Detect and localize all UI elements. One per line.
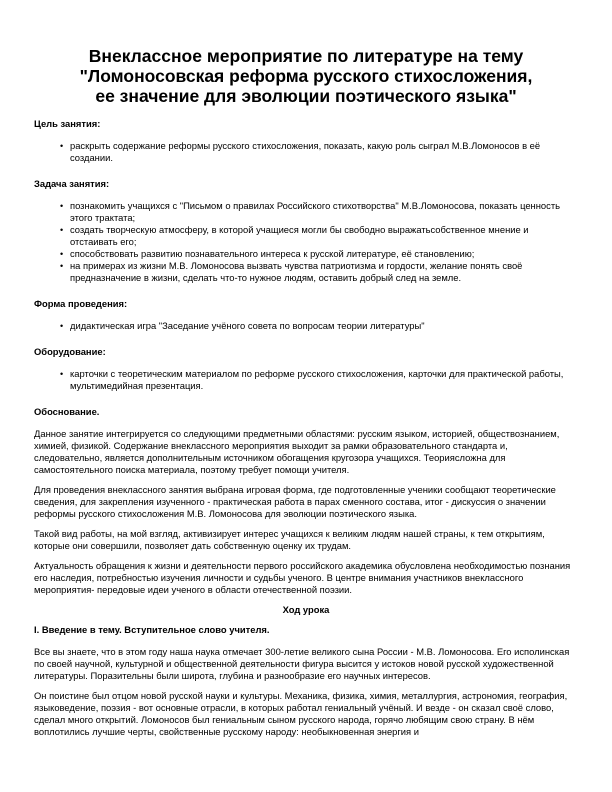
title-line-3: ее значение для эволюции поэтического языка" bbox=[95, 86, 517, 106]
form-heading: Форма проведения: bbox=[34, 298, 128, 309]
rationale-paragraph: Такой вид работы, на мой взгляд, активизирует интерес учащихся к великим людям нашей страны, к тем открытиям, которые они совершили, позволяет дать собственную оценку их трудам. bbox=[34, 528, 545, 551]
goal-heading: Цель занятия: bbox=[34, 118, 101, 129]
goal-list bbox=[34, 140, 578, 164]
rationale-paragraph: Данное занятие интегрируется со следующими предметными областями: русским языком, историей, обществознанием, химией, физикой. Содержание внеклассного мероприятия выходит за рамки образовательного стандарта и, следовательно, является дополнительным источником обогащения кругозора учащихся. Теориясложна для самостоятельного поиска материала, поэтому требует помощи учителя. bbox=[34, 428, 560, 475]
tasks-list bbox=[34, 200, 578, 284]
list-item: • способствовать развитию познавательного интереса к русской литературе, её становлению; bbox=[34, 248, 578, 260]
goal-section bbox=[34, 118, 578, 164]
lesson-paragraph: Он поистине был отцом новой русской науки и культуры. Механика, физика, химия, металлургия, астрономия, география, языковедение, поэзия - вот основные отрасли, в которых работал гениальный учёный. И везде - он сказал своё слово, сделал много открытий. Ломоносов был гениальным сыном русского народа, горячо любящим свою страну. В нём воплотились лучшие черты, свойственные русскому народу: необыкновенная энергия и bbox=[34, 690, 568, 737]
rationale-heading: Обоснование. bbox=[34, 406, 100, 417]
lesson-part1-heading: I. Введение в тему. Вступительное слово учителя. bbox=[34, 624, 270, 635]
equipment-heading: Оборудование: bbox=[34, 346, 106, 357]
equipment-section bbox=[34, 346, 578, 392]
list-item: • создать творческую атмосферу, в которой учащиеся могли бы свободно выражатьсобственное мнение и отстаивать его; bbox=[34, 224, 578, 248]
lesson-heading: Ход урока bbox=[282, 604, 330, 615]
list-item: • карточки с теоретическим материалом по реформе русского стихосложения, карточки для практической работы, мультимедийная презентация. bbox=[34, 368, 578, 392]
list-item: • раскрыть содержание реформы русского стихосложения, показать, какую роль сыграл М.В.Ломоносов в её создании. bbox=[34, 140, 578, 164]
tasks-section bbox=[34, 178, 578, 284]
rationale-paragraph: Для проведения внеклассного занятия выбрана игровая форма, где подготовленные ученики сообщают теоретические сведения, для закрепления изученного - практическая работа в парах сменного состава, итог - дискуссия о значении реформы русского стихосложения М.В. Ломоносова для эволюции поэтического языка. bbox=[34, 484, 556, 519]
tasks-heading: Задача занятия: bbox=[34, 178, 110, 189]
list-item: • дидактическая игра "Заседание учёного совета по вопросам теории литературы" bbox=[34, 320, 578, 332]
form-section bbox=[34, 298, 578, 332]
form-list bbox=[34, 320, 578, 332]
lesson-paragraph: Все вы знаете, что в этом году наша наука отмечает 300-летие великого сына России - М.В. Ломоносова. Его исполинская по своей научной, культурной и общественной деятельности фигура высится у истоков новой русской художественной литературы. Поразительны были широта, глубина и разнообразие его научных интересов. bbox=[34, 646, 570, 681]
title-line-2: "Ломоносовская реформа русского стихосложения, bbox=[79, 66, 533, 86]
list-item: • на примерах из жизни М.В. Ломоносова вызвать чувства патриотизма и гордости, желание понять своё предназначение в жизни, сделать что-то нужное людям, оставить добрый след на земле. bbox=[34, 260, 578, 284]
equipment-list bbox=[34, 368, 578, 392]
rationale-paragraph: Актуальность обращения к жизни и деятельности первого российского академика обусловлена необходимостью познания его наследия, потребностью изучения личности и судьбы ученого. В центре внимания участников внеклассного мероприятия- передовые идеи ученого в области отечественной поэзии. bbox=[34, 560, 571, 595]
rationale-section bbox=[34, 406, 578, 596]
list-item: • познакомить учащихся с "Письмом о правилах Российского стихотворства" М.В.Ломоносова, показать ценность этого трактата; bbox=[34, 200, 578, 224]
title-line-1: Внеклассное мероприятие по литературе на тему bbox=[88, 46, 524, 66]
document-title bbox=[34, 46, 578, 106]
